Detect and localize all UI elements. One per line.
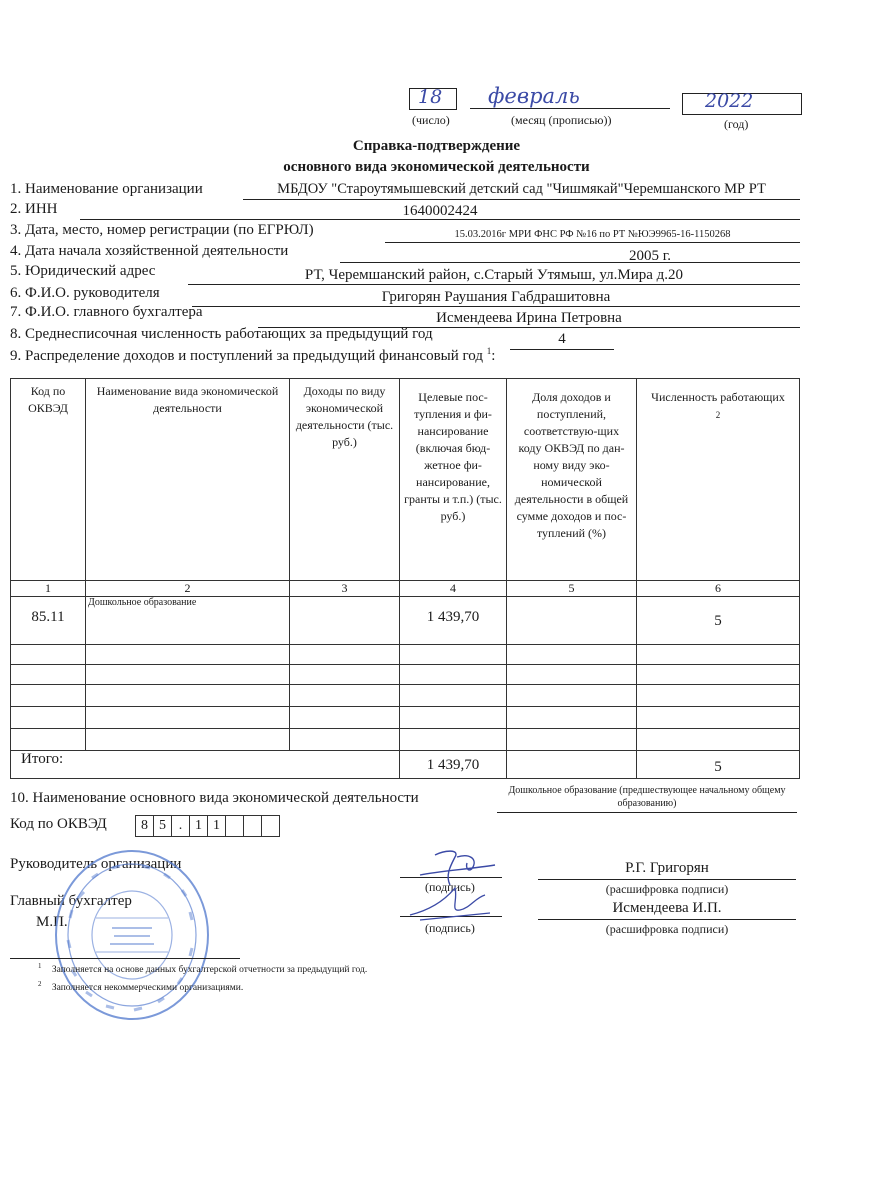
- okved-cell: 5: [154, 816, 172, 837]
- col-number: 6: [637, 581, 800, 597]
- accountant-signature-caption: (подпись): [425, 921, 475, 935]
- okved-cell: [244, 816, 262, 837]
- column-numbers-row: [11, 581, 800, 597]
- okved-cell: [226, 816, 244, 837]
- okved-cell: .: [172, 816, 190, 837]
- table-header-row: [11, 379, 800, 581]
- row-code: 85.11: [11, 597, 86, 645]
- head-name: Р.Г. Григорян: [625, 860, 709, 876]
- total-label: Итого:: [11, 751, 400, 779]
- address-label: 5. Юридический адрес: [10, 263, 156, 279]
- day-caption: (число): [412, 113, 450, 127]
- head-signature-caption: (подпись): [425, 880, 475, 894]
- footnote-2-text: Заполняется некоммерческими организациями.: [51, 983, 244, 994]
- income-table: [10, 378, 800, 779]
- head-signature-label: Руководитель организации: [10, 856, 182, 872]
- footnote-1-mark: 1: [38, 962, 42, 970]
- org-label: 1. Наименование организации: [10, 181, 203, 197]
- staff-underline: [510, 349, 614, 350]
- row-target: 1 439,70: [400, 597, 507, 645]
- table-row: [11, 685, 800, 707]
- col-header-staff-sup: 2: [715, 410, 721, 420]
- table-row: [11, 729, 800, 751]
- col-header-staff-text: Численность работающих: [651, 390, 785, 404]
- col-number: 5: [507, 581, 637, 597]
- address-underline: [188, 284, 800, 285]
- staff-value: 4: [558, 331, 566, 347]
- start-label: 4. Дата начала хозяйственной деятельности: [10, 243, 289, 259]
- head-label: 6. Ф.И.О. руководителя: [10, 285, 160, 301]
- table-row: [11, 597, 800, 645]
- okved-cell: 1: [208, 816, 226, 837]
- reg-underline: [385, 242, 800, 243]
- head-value: Григорян Раушания Габдрашитовна: [381, 289, 611, 305]
- accountant-label: 7. Ф.И.О. главного бухгалтера: [10, 304, 203, 320]
- col-number: 4: [400, 581, 507, 597]
- staff-label: 8. Среднесписочная численность работающих за предыдущий год: [10, 326, 433, 342]
- total-staff: 5: [637, 751, 800, 779]
- start-value: 2005 г.: [629, 248, 671, 264]
- accountant-signature-scribble: [400, 880, 500, 925]
- org-value: МБДОУ "Староутямышевский детский сад "Чишмякай"Черемшанского МР РТ: [277, 181, 766, 197]
- inn-value: 1640002424: [402, 203, 478, 219]
- total-target: 1 439,70: [400, 751, 507, 779]
- col-header-income: Доходы по виду экономической деятельности (тыс. руб.): [290, 379, 400, 581]
- accountant-name-line: [538, 919, 796, 920]
- row-income: [290, 597, 400, 645]
- table-row: [11, 707, 800, 729]
- month-line: [470, 108, 670, 109]
- row-name: Дошкольное образование: [86, 597, 290, 645]
- reg-label: 3. Дата, место, номер регистрации (по ЕГРЮЛ): [10, 222, 314, 238]
- accountant-name: Исмендеева И.П.: [612, 900, 722, 916]
- total-share: [507, 751, 637, 779]
- head-name-line: [538, 879, 796, 880]
- reg-value: 15.03.2016г МРИ ФНС РФ №16 по РТ №ЮЭ9965-16-1150268: [454, 229, 731, 240]
- footnote-2-mark: 2: [38, 980, 42, 988]
- okved-label: Код по ОКВЭД: [10, 816, 107, 832]
- inn-label: 2. ИНН: [10, 201, 58, 217]
- year-value: 2022: [705, 90, 754, 112]
- okved-cell: 8: [136, 816, 154, 837]
- distribution-colon: :: [491, 348, 496, 364]
- footnote-1: [38, 962, 367, 975]
- col-number: 2: [86, 581, 290, 597]
- accountant-value: Исмендеева Ирина Петровна: [436, 310, 622, 326]
- doc-title-line2: основного вида экономической деятельности: [283, 159, 590, 175]
- section10-value: Дошкольное образование (предшествующее начальному общему образованию): [508, 785, 786, 809]
- col-number: 1: [11, 581, 86, 597]
- row-staff: 5: [637, 597, 800, 645]
- col-header-target: Целевые пос-тупления и фи-нансирование (включая бюд-жетное фи-нансирование, гранты и т.п.) (тыс. руб.): [400, 379, 507, 581]
- distribution-label: [10, 346, 495, 365]
- head-underline: [192, 306, 800, 307]
- col-header-name: Наименование вида экономической деятельности: [86, 379, 290, 581]
- table-row: [11, 665, 800, 685]
- total-row: [11, 751, 800, 779]
- address-value: РТ, Черемшанский район, с.Старый Утямыш, ул.Мира д.20: [304, 267, 684, 283]
- accountant-name-caption: (расшифровка подписи): [605, 922, 729, 936]
- accountant-signature-label: Главный бухгалтер: [10, 893, 132, 909]
- month-value: февраль: [488, 84, 580, 108]
- org-underline: [243, 199, 800, 200]
- day-value: 18: [418, 86, 443, 108]
- organization-stamp: [52, 848, 212, 1023]
- row-share: [507, 597, 637, 645]
- col-header-staff: [637, 379, 800, 581]
- year-caption: (год): [724, 117, 749, 131]
- col-header-share: Доля доходов и поступлений, соответствую-щих коду ОКВЭД по дан-ному виду эко-номической деятельности в общей сумме доходов и пос-туплений (%): [507, 379, 637, 581]
- okved-cell: 1: [190, 816, 208, 837]
- section10-label: 10. Наименование основного вида экономической деятельности: [10, 790, 419, 806]
- doc-title-line1: Справка-подтверждение: [352, 138, 521, 154]
- section10-underline: [497, 812, 797, 813]
- mp-label: М.П.: [36, 914, 68, 930]
- footnote-1-text: Заполняется на основе данных бухгалтерской отчетности за предыдущий год.: [51, 965, 368, 976]
- head-name-caption: (расшифровка подписи): [605, 882, 729, 896]
- col-header-okved: Код по ОКВЭД: [11, 379, 86, 581]
- okved-cell: [262, 816, 280, 837]
- footnote-2: [38, 980, 243, 993]
- distribution-text: 9. Распределение доходов и поступлений за предыдущий финансовый год: [10, 348, 484, 364]
- table-row: [11, 645, 800, 665]
- col-number: 3: [290, 581, 400, 597]
- month-caption: (месяц (прописью)): [511, 113, 612, 127]
- distribution-footnote-mark: 1: [486, 346, 492, 356]
- okved-code-cells: [135, 815, 280, 837]
- footnote-divider: [10, 958, 240, 959]
